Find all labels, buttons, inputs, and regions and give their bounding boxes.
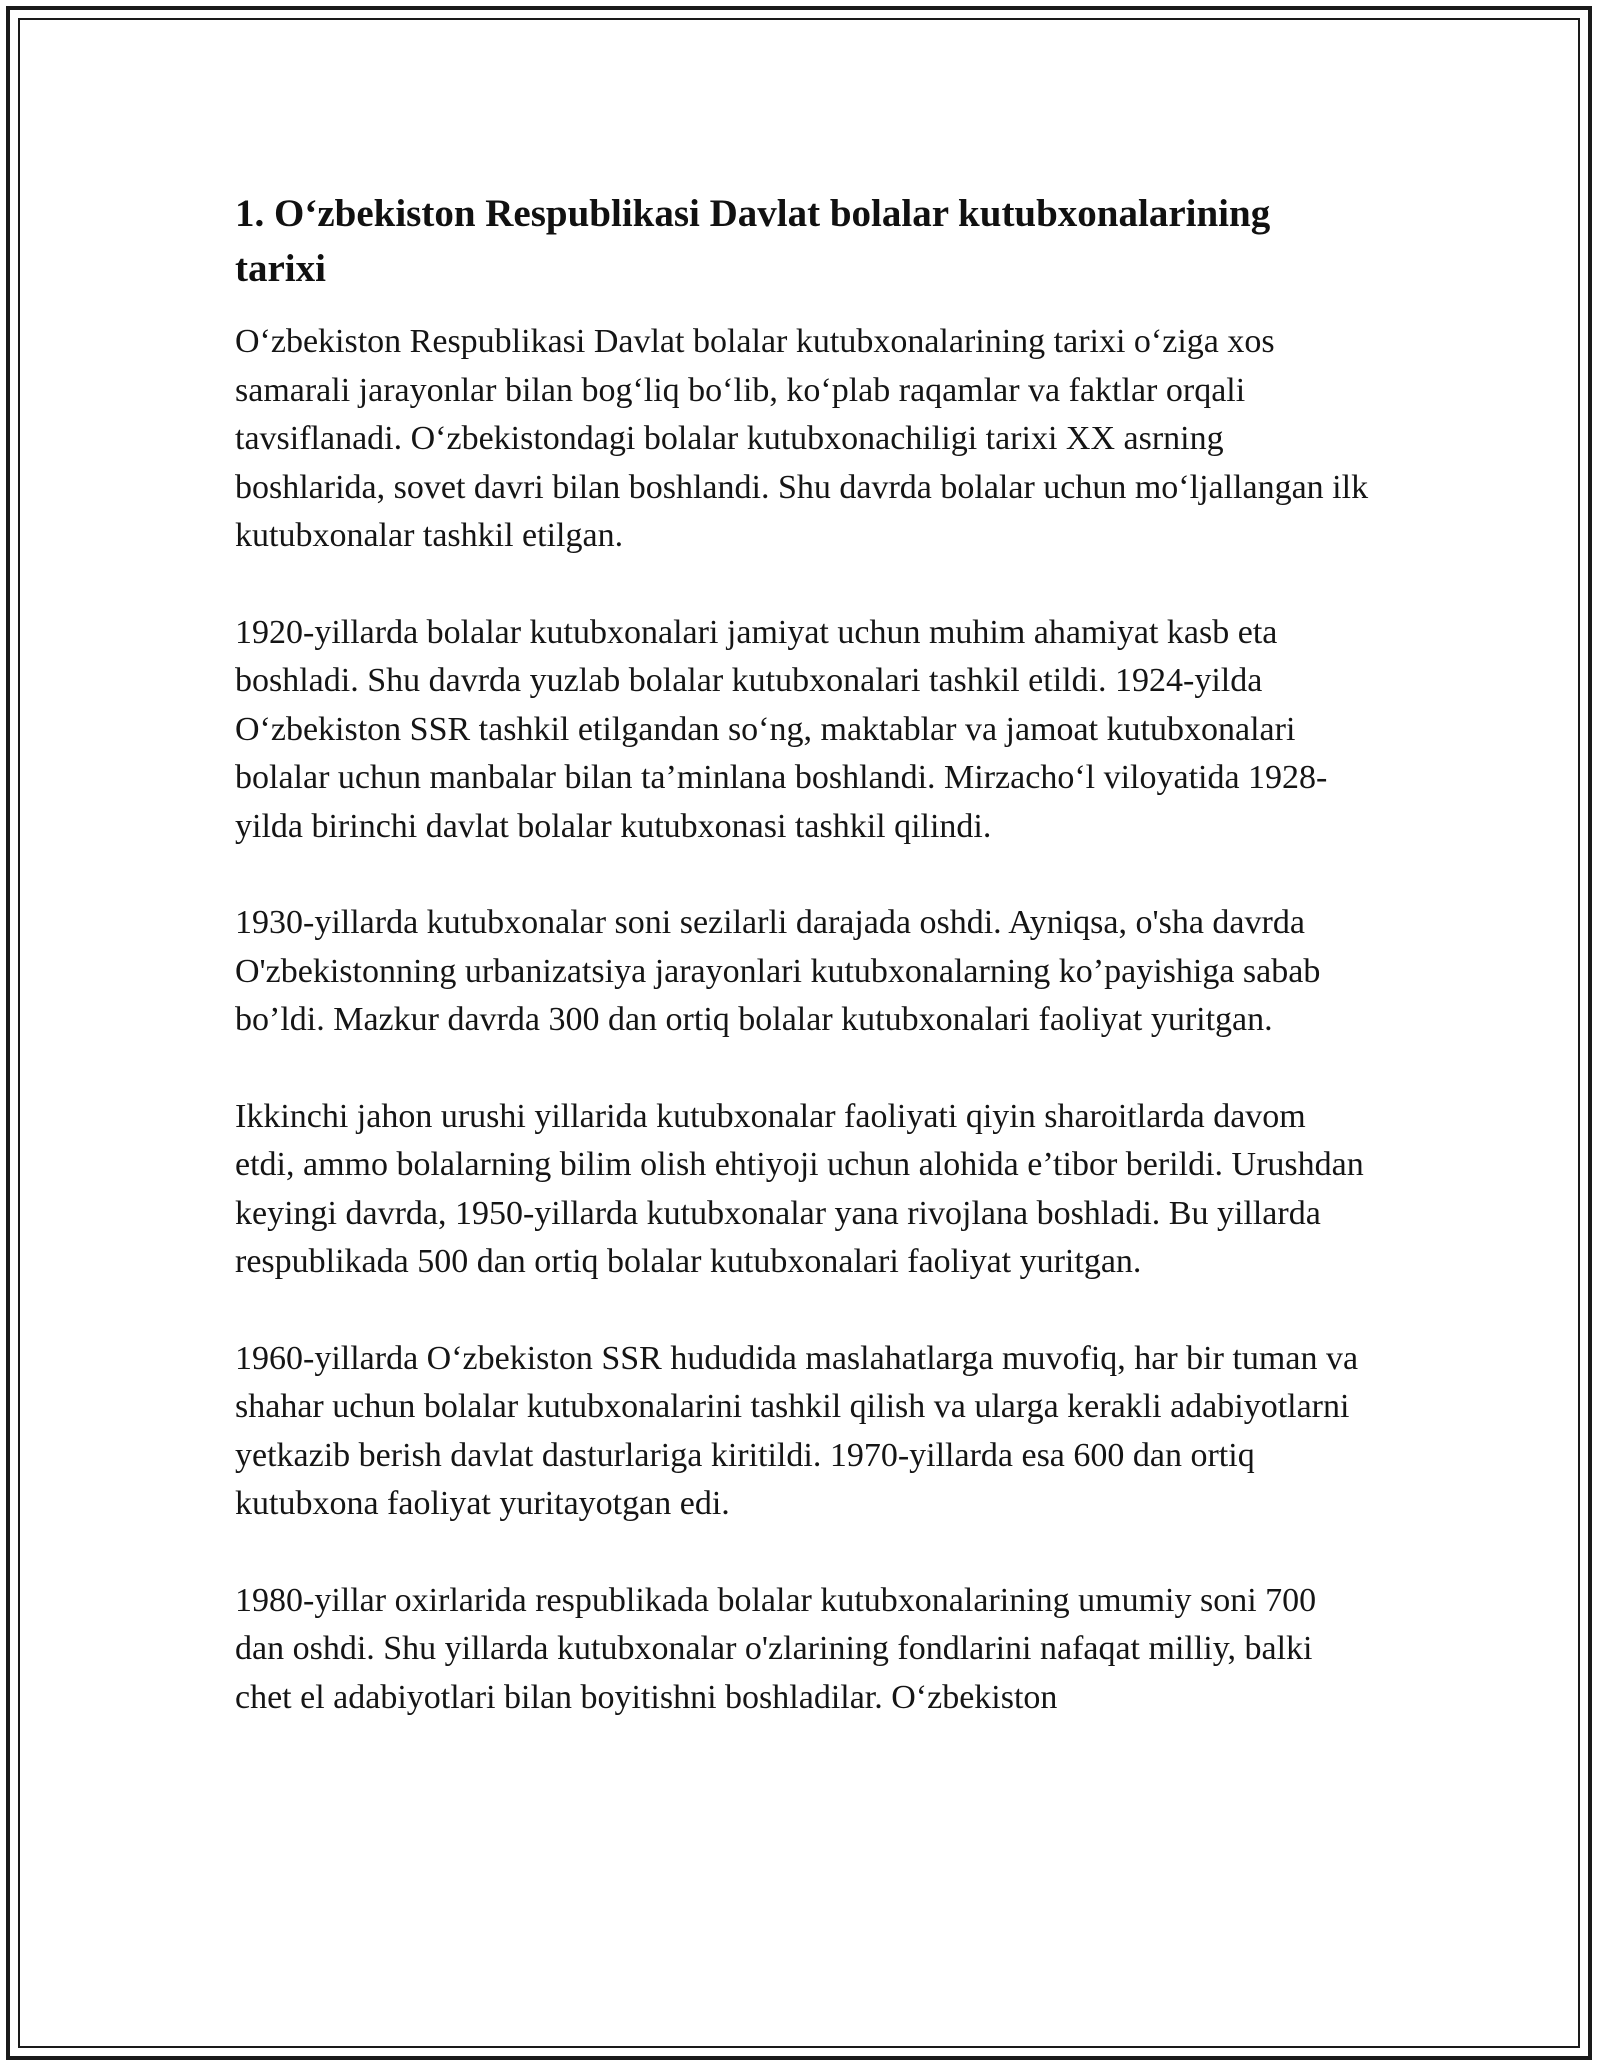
document-body: [235, 186, 1370, 1770]
paragraph-1980s: 1980-yillar oxirlarida respublikada bolalar kutubxonalarining umumiy soni 700 dan oshdi. Shu yillarda kutubxonalar o'zlarining fondlarini nafaqat milliy, balki chet el adabiyotlari bilan boyitishni boshladilar. O‘zbekiston: [235, 1581, 1317, 1716]
paragraph-1920s: 1920-yillarda bolalar kutubxonalari jamiyat uchun muhim ahamiyat kasb eta boshladi. Shu davrda yuzlab bolalar kutubxonalari tashkil etildi. 1924-yilda O‘zbekiston SSR tashkil etilgandan so‘ng, maktablar va jamoat kutubxonalari bolalar uchun manbalar bilan ta’minlana boshlandi. Mirzacho‘l viloyatida 1928-yilda birinchi davlat bolalar kutubxonasi tashkil qilindi.: [235, 613, 1328, 845]
section-heading: 1. O‘zbekiston Respublikasi Davlat bolalar kutubxonalarining tarixi: [235, 192, 1271, 290]
paragraph-1930s: 1930-yillarda kutubxonalar soni sezilarli darajada oshdi. Ayniqsa, o'sha davrda O'zbekistonning urbanizatsiya jarayonlari kutubxonalarning ko’payishiga sabab bo’ldi. Mazkur davrda 300 dan ortiq bolalar kutubxonalari faoliyat yuritgan.: [235, 904, 1321, 1038]
paragraph-1960s: 1960-yillarda O‘zbekiston SSR hududida maslahatlarga muvofiq, har bir tuman va shahar uchun bolalar kutubxonalarini tashkil qilish va ularga kerakli adabiyotlarni yetkazib berish davlat dasturlariga kiritildi. 1970-yillarda esa 600 dan ortiq kutubxona faoliyat yuritayotgan edi.: [235, 1339, 1359, 1522]
paragraph-intro: O‘zbekiston Respublikasi Davlat bolalar kutubxonalarining tarixi o‘ziga xos samarali jarayonlar bilan bog‘liq bo‘lib, ko‘plab raqamlar va faktlar orqali tavsiflanadi. O‘zbekistondagi bolalar kutubxonachiligi tarixi XX asrning boshlarida, sovet davri bilan boshlandi. Shu davrda bolalar uchun mo‘ljallangan ilk kutubxonalar tashkil etilgan.: [235, 323, 1369, 554]
paragraph-wartime: Ikkinchi jahon urushi yillarida kutubxonalar faoliyati qiyin sharoitlarda davom etdi, ammo bolalarning bilim olish ehtiyoji uchun alohida e’tibor berildi. Urushdan keyingi davrda, 1950-yillarda kutubxonalar yana rivojlana boshladi. Bu yillarda respublikada 500 dan ortiq bolalar kutubxonalari faoliyat yuritgan.: [235, 1097, 1364, 1280]
